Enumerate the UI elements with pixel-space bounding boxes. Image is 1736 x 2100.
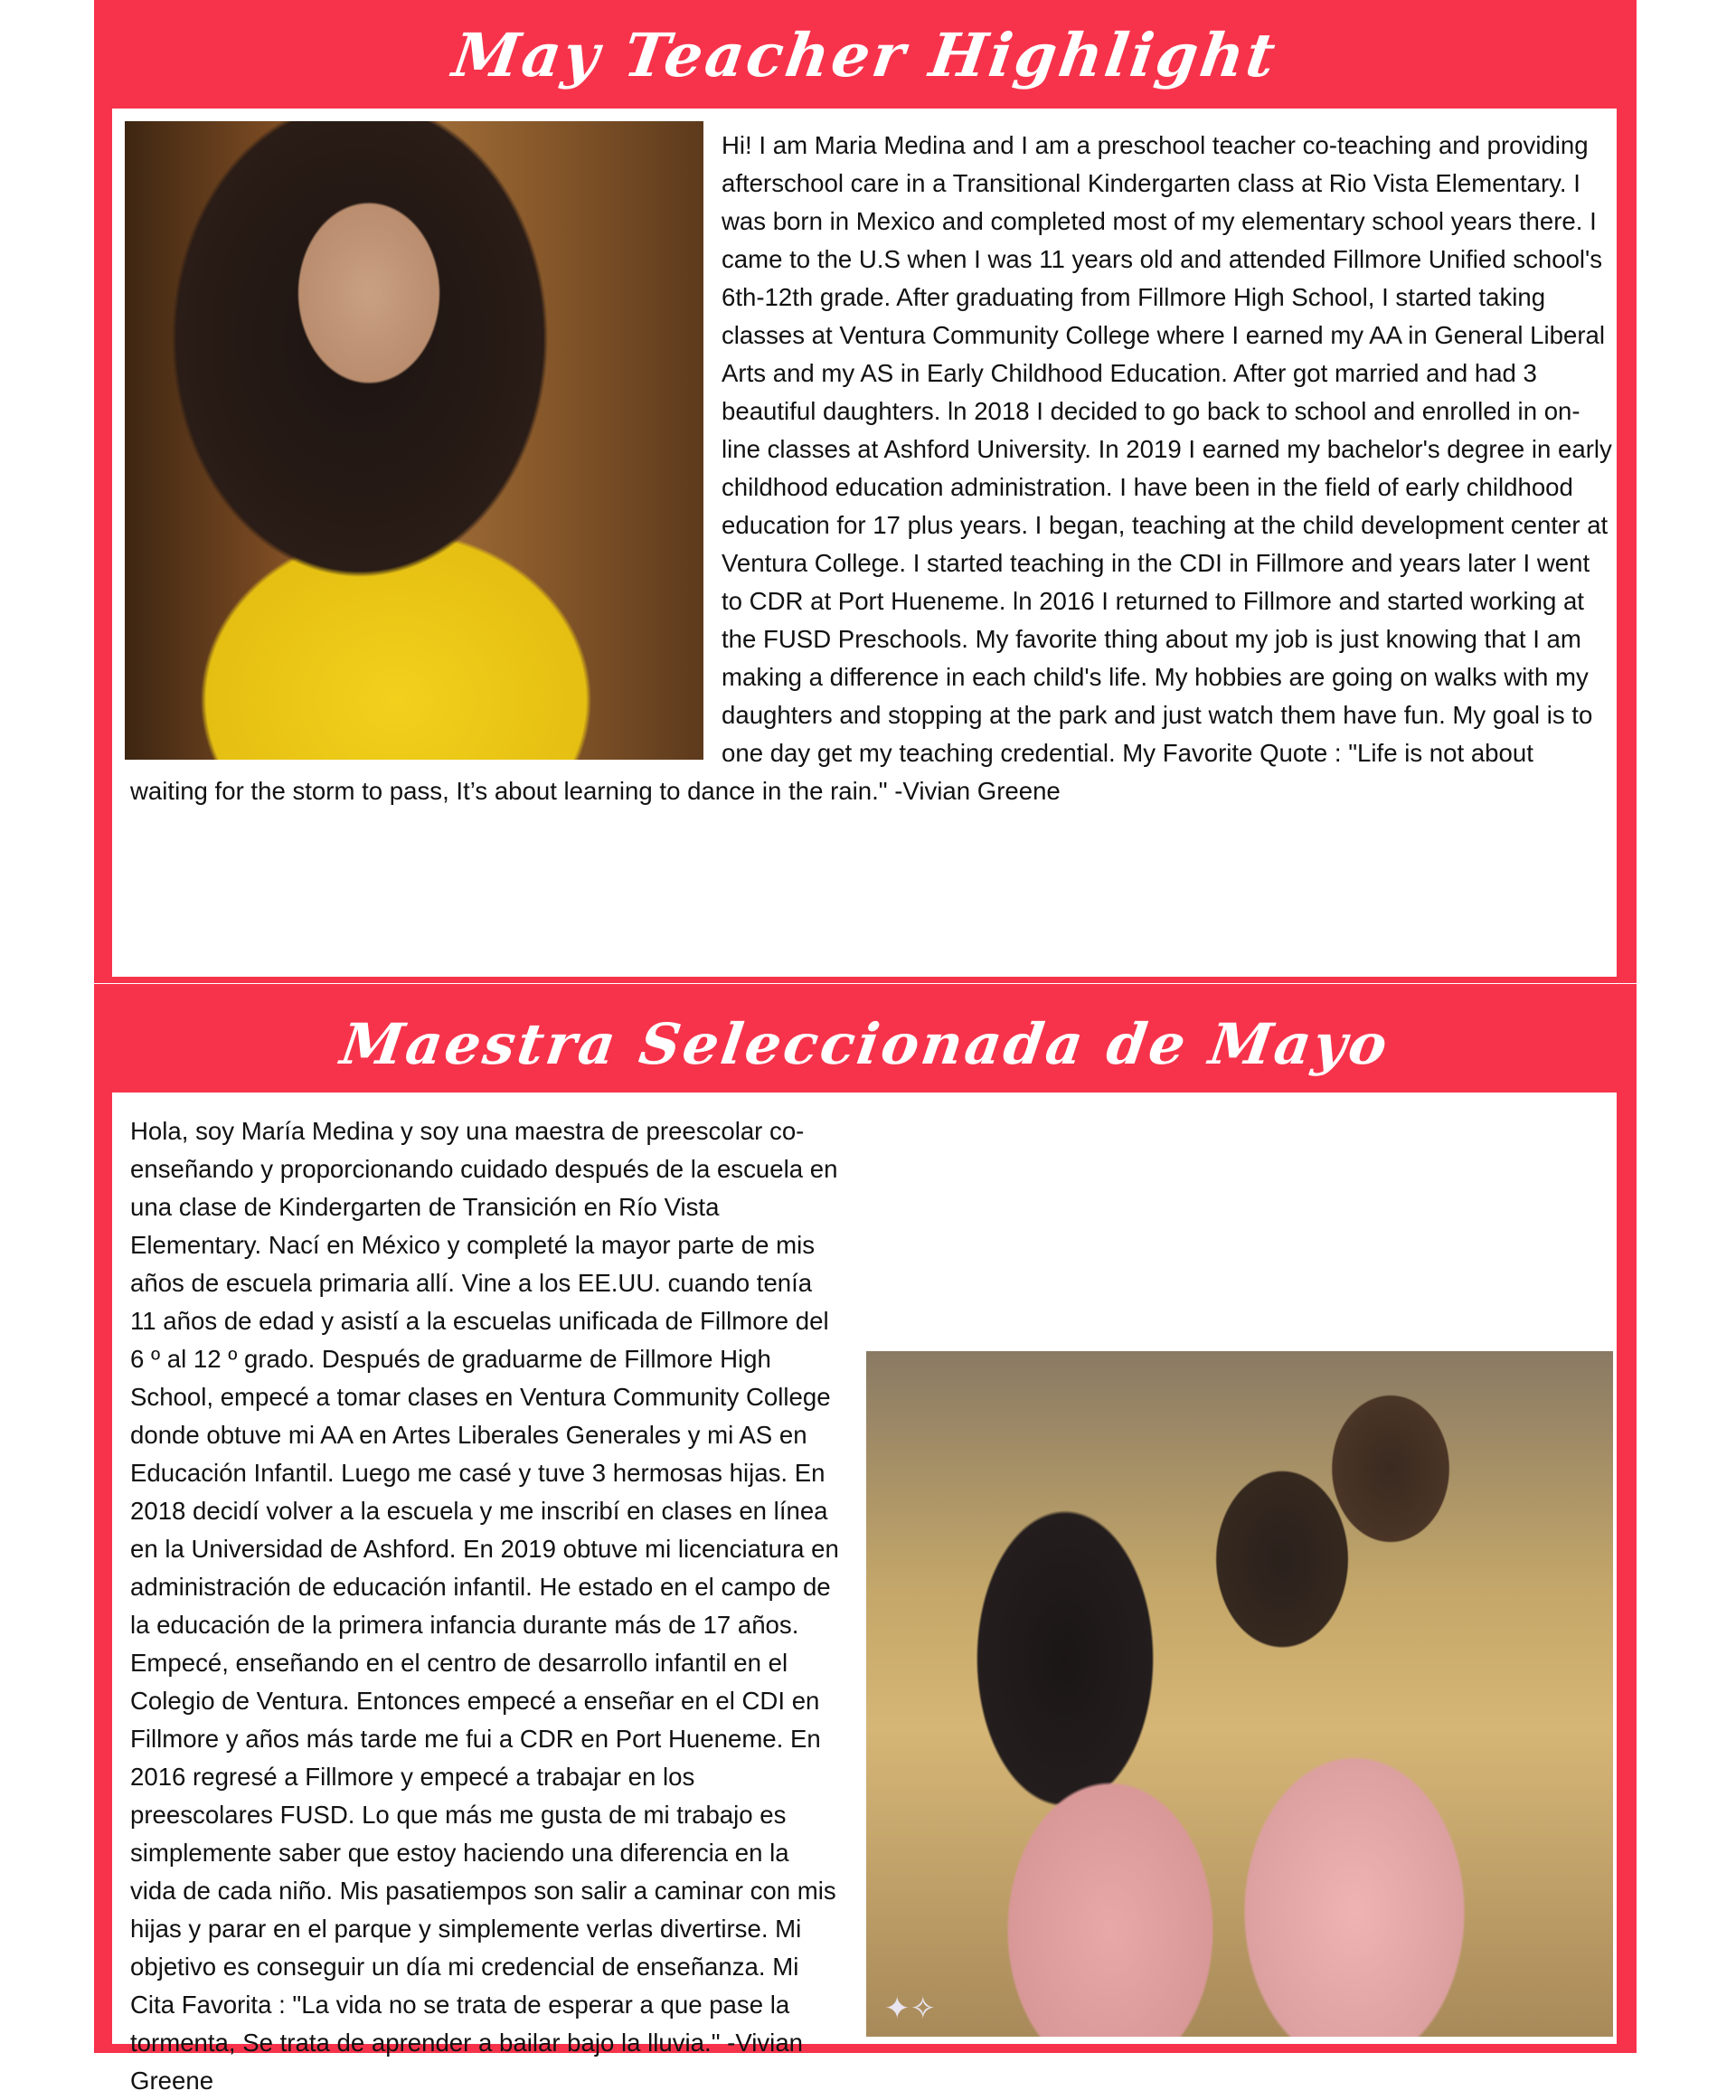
spanish-body-container: [130, 1112, 1613, 2100]
english-content-box: [112, 109, 1617, 977]
english-highlight-panel: [94, 0, 1637, 983]
teacher-portrait-photo: [125, 121, 703, 760]
family-photo: [866, 1351, 1613, 2037]
english-body-text: Hi! I am Maria Medina and I am a preschool teacher co-teaching and providing afterschool care in a Transitional Kindergarten class at Rio Vista Elementary. I was born in Mexico and completed most of my elementary school years there. I came to the U.S when I was 11 years old and attended Fillmore Unified school's 6th-12th grade. After graduating from Fillmore High School, I started taking classes at Ventura Community College where I earned my AA in General Liberal Arts and my AS in Early Childhood Education. After got married and had 3 beautiful daughters. ln 2018 I decided to go back to school and enrolled in on-line classes at Ashford University. In 2019 I earned my bachelor's degree in early childhood education administration. I have been in the field of early childhood education for 17 plus years. I began, teaching at the child development center at Ventura College. I started teaching in the CDI in Fillmore and years later I went to CDR at Port Hueneme. ln 2016 I returned to Fillmore and started working at the FUSD Preschools. My favorite thing about my job is just knowing that I am making a difference in each child's life. My hobbies are going on walks with my daughters and stopping at the park and just watch them have fun. My goal is to one day get my teaching credential. My Favorite Quote : "Life is not about waiting for the storm to pass, It’s about learning to dance in the rain." -Vivian Greene: [130, 131, 1612, 805]
english-section-title: May Teacher Highlight: [448, 20, 1282, 90]
spanish-body-text: Hola, soy María Medina y soy una maestra de preescolar co-enseñando y proporcionando cuidado después de la escuela en una clase de Kindergarten de Transición en Río Vista Elementary. Nací en México y completé la mayor parte de mis años de escuela primaria allí. Vine a los EE.UU. cuando tenía 11 años de edad y asistí a la escuelas unificada de Fillmore del 6 º al 12 º grado. Después de graduarme de Fillmore High School, empecé a tomar clases en Ventura Community College donde obtuve mi AA en Artes Liberales Generales y mi AS en Educación Infantil. Luego me casé y tuve 3 hermosas hijas. En 2018 decidí volver a la escuela y me inscribí en clases en línea en la Universidad de Ashford. En 2019 obtuve mi licenciatura en administración de educación infantil. He estado en el campo de la educación de la primera infancia durante más de 17 años. Empecé, enseñando en el centro de desarrollo infantil en el Colegio de Ventura. Entonces empecé a enseñar en el CDI en Fillmore y años más tarde me fui a CDR en Port Hueneme. En 2016 regresé a Fillmore y empecé a trabajar en los preescolares FUSD. Lo que más me gusta de mi trabajo es simplemente saber que estoy haciendo una diferencia en la vida de cada niño. Mis pasatiempos son salir a caminar con mis hijas y parar en el parque y simplemente verlas divertirse. Mi objetivo es conseguir un día mi credencial de enseñanza. Mi Cita Favorita : "La vida no se trata de esperar a que pase la tormenta, Se trata de aprender a bailar bajo la lluvia." -Vivian Greene: [130, 1117, 839, 2095]
english-body-container: [130, 127, 1613, 810]
sparkle-icon: ✦✧: [884, 1991, 936, 2027]
spanish-section-title: Maestra Seleccionada de Mayo: [336, 1011, 1394, 1077]
spanish-highlight-panel: [94, 984, 1637, 2095]
spanish-content-box: [112, 1093, 1617, 2095]
